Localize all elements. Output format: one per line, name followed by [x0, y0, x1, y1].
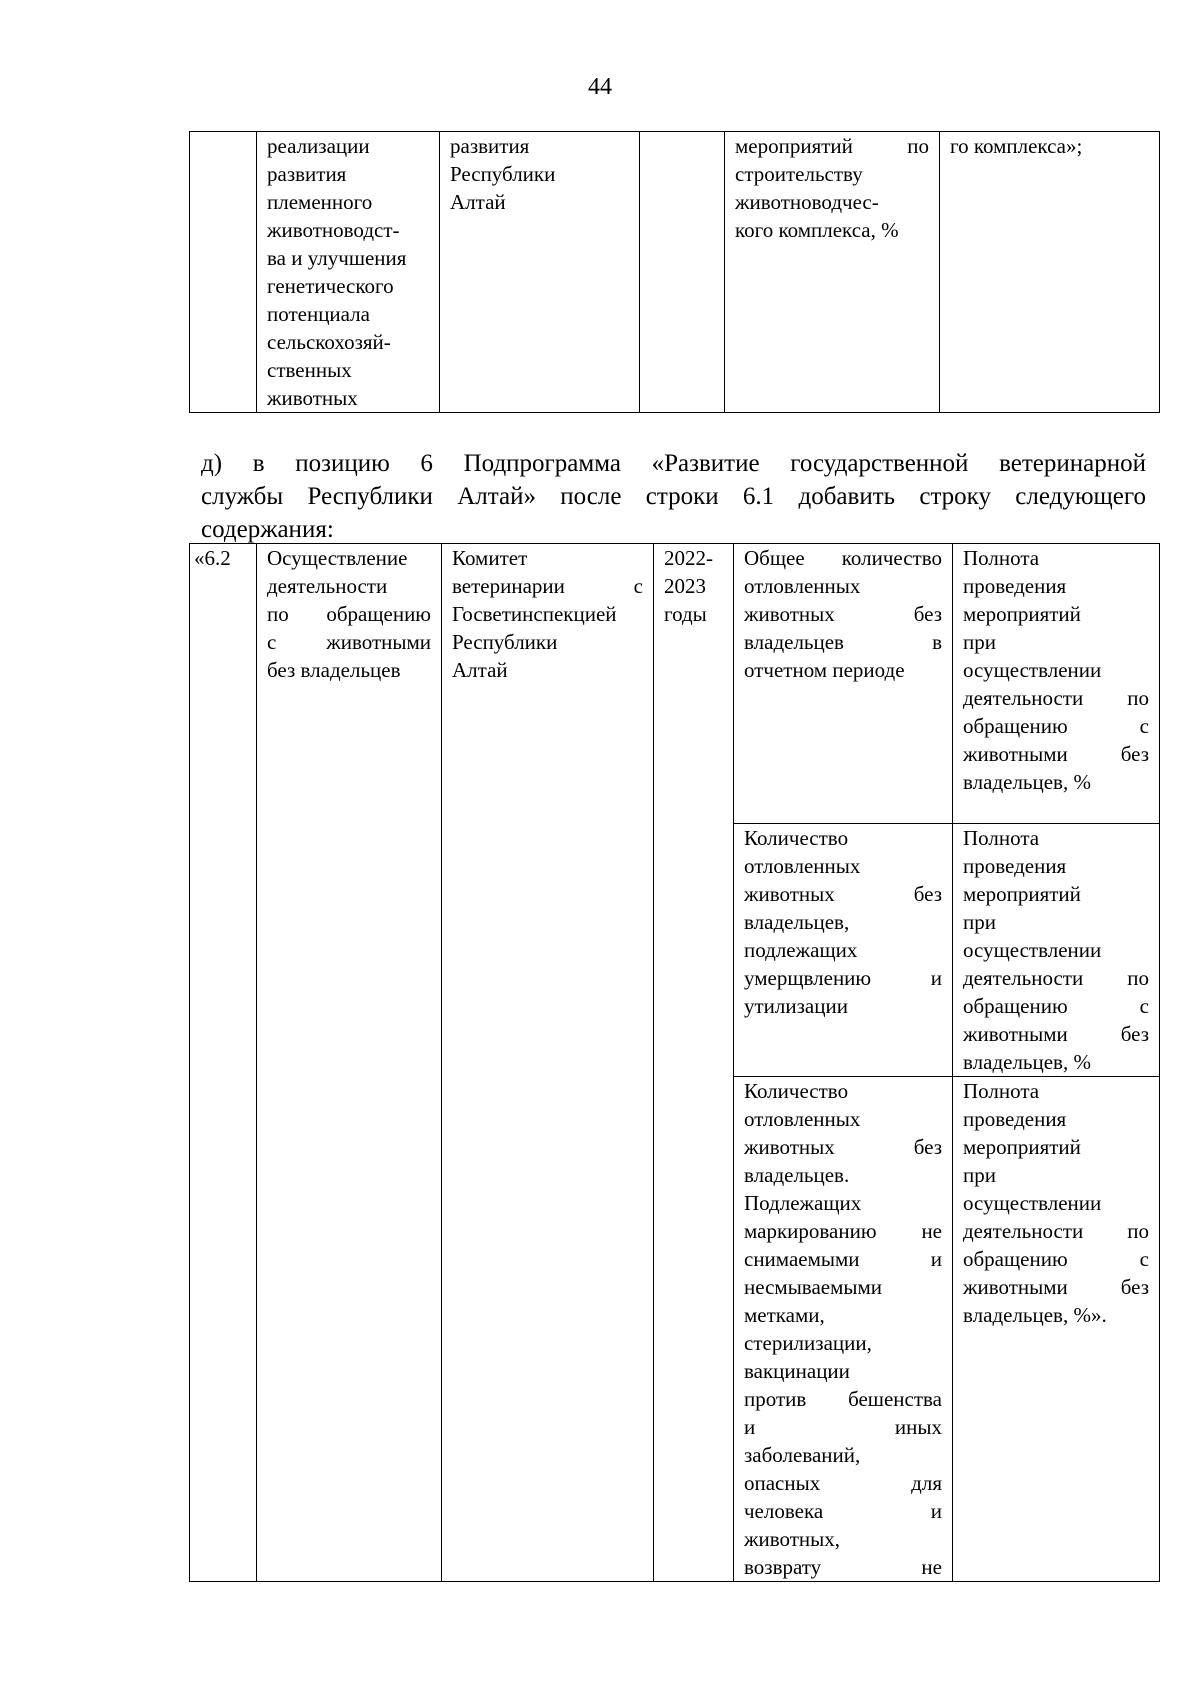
cell-line: владельцев в	[744, 630, 942, 654]
cell-line: 2022-	[664, 546, 713, 570]
cell-line: Полнота	[963, 1079, 1040, 1103]
cell-line: при	[963, 630, 996, 654]
paragraph-line: д) в позицию 6 Подпрограмма «Развитие государственной ветеринарной	[201, 450, 1146, 477]
table-cell-result	[940, 132, 1160, 413]
cell-line: Госветинспекцией	[452, 602, 617, 626]
cell-line: с животными	[267, 630, 431, 654]
cell-line: деятельности	[267, 574, 388, 598]
cell-line: при	[963, 910, 996, 934]
cell-line: утилизации	[744, 994, 848, 1018]
table-cell-activity	[257, 132, 440, 413]
top-table-fragment	[189, 131, 1160, 413]
cell-line: несмываемыми	[744, 1275, 883, 1299]
cell-line: животноводчес-	[735, 190, 879, 214]
row-number: «6.2	[194, 546, 231, 570]
indicator-cell	[734, 1077, 953, 1582]
cell-line: животных без	[744, 1135, 942, 1159]
cell-line: животными без	[963, 1022, 1149, 1046]
result-cell	[953, 824, 1160, 1077]
table-cell-period	[640, 132, 725, 413]
cell-line: проведения	[963, 1107, 1067, 1131]
row-number-cell	[190, 544, 257, 1582]
cell-line: 2023	[664, 574, 706, 598]
table-row	[190, 132, 1160, 413]
cell-line: животными без	[963, 1275, 1149, 1299]
cell-line: мероприятий	[963, 602, 1081, 626]
cell-line: подлежащих	[744, 938, 858, 962]
table-cell-executor	[440, 132, 640, 413]
cell-line: мероприятий	[963, 1135, 1081, 1159]
cell-line: умерщвлению и	[744, 966, 942, 990]
cell-line: годы	[664, 602, 707, 626]
cell-line: при	[963, 1163, 996, 1187]
cell-line: Алтай	[452, 658, 508, 682]
cell-line: обращению с	[963, 994, 1149, 1018]
cell-line: строительству	[735, 162, 863, 186]
cell-line: го комплекса»;	[950, 134, 1083, 158]
cell-line: владельцев, %».	[963, 1303, 1107, 1327]
cell-line: владельцев,	[744, 910, 850, 934]
cell-line: стерилизации,	[744, 1331, 872, 1355]
cell-line: Полнота	[963, 546, 1040, 570]
cell-line: проведения	[963, 574, 1067, 598]
cell-line: мероприятий	[963, 882, 1081, 906]
cell-line: обращению с	[963, 1247, 1149, 1271]
cell-line: опасных для	[744, 1471, 942, 1495]
cell-line: деятельности по	[963, 1219, 1149, 1243]
cell-line: деятельности по	[963, 686, 1149, 710]
cell-line: и иных	[744, 1415, 942, 1439]
cell-line: животноводст-	[267, 218, 400, 242]
cell-line: ветеринарии с	[452, 574, 643, 598]
cell-line: обращению с	[963, 714, 1149, 738]
cell-line: по обращению	[267, 602, 431, 626]
cell-line: генетического	[267, 274, 394, 298]
paragraph-line: службы Республики Алтай» после строки 6.1 добавить строку следующего	[201, 483, 1146, 510]
new-row-table	[189, 543, 1160, 1582]
cell-line: владельцев, %	[963, 1050, 1091, 1074]
cell-line: животных без	[744, 882, 942, 906]
cell-line: племенного	[267, 190, 373, 214]
cell-line: отловленных	[744, 574, 861, 598]
cell-line: ва и улучшения	[267, 246, 407, 270]
cell-line: животных без	[744, 602, 942, 626]
cell-line: мероприятий по	[735, 134, 929, 158]
cell-line: реализации	[267, 134, 370, 158]
cell-line: потенциала	[267, 302, 370, 326]
table-cell-number	[190, 132, 257, 413]
result-cell	[953, 544, 1160, 824]
cell-line: Алтай	[450, 190, 506, 214]
cell-line: проведения	[963, 854, 1067, 878]
cell-line: Комитет	[452, 546, 528, 570]
cell-line: животных	[267, 386, 358, 410]
cell-line: возврату не	[744, 1555, 942, 1579]
indicator-cell	[734, 824, 953, 1077]
cell-line: маркированию не	[744, 1219, 942, 1243]
cell-line: осуществлении	[963, 658, 1102, 682]
cell-line: сельскохозяй-	[267, 330, 391, 354]
cell-line: Общее количество	[744, 546, 942, 570]
cell-line: владельцев, %	[963, 770, 1091, 794]
paragraph-line: содержания:	[201, 516, 334, 543]
cell-line: Осуществление	[267, 546, 408, 570]
cell-line: вакцинации	[744, 1359, 850, 1383]
cell-line: против бешенства	[744, 1387, 942, 1411]
cell-line: отловленных	[744, 854, 861, 878]
table-cell-indicator	[725, 132, 940, 413]
page-number: 44	[588, 74, 612, 100]
indicator-cell	[734, 544, 953, 824]
period-cell	[654, 544, 734, 1582]
cell-line: отчетном периоде	[744, 658, 905, 682]
cell-line: Подлежащих	[744, 1191, 862, 1215]
cell-line: ственных	[267, 358, 352, 382]
cell-line: Количество	[744, 826, 849, 850]
cell-line: животных,	[744, 1527, 841, 1551]
cell-line: осуществлении	[963, 1191, 1102, 1215]
cell-line: заболеваний,	[744, 1443, 861, 1467]
cell-line: Республики	[452, 630, 558, 654]
amendment-paragraph	[201, 447, 1146, 546]
cell-line: осуществлении	[963, 938, 1102, 962]
executor-cell	[442, 544, 654, 1582]
cell-line: владельцев.	[744, 1163, 850, 1187]
cell-line: развития	[267, 162, 347, 186]
cell-line: снимаемыми и	[744, 1247, 942, 1271]
cell-line: деятельности по	[963, 966, 1149, 990]
cell-line: без владельцев	[267, 658, 401, 682]
cell-line: кого комплекса, %	[735, 218, 899, 242]
table-row	[190, 544, 1160, 824]
cell-line: Республики	[450, 162, 556, 186]
cell-line: животными без	[963, 742, 1149, 766]
cell-line: метками,	[744, 1303, 825, 1327]
cell-line: Количество	[744, 1079, 849, 1103]
activity-cell	[257, 544, 442, 1582]
result-cell	[953, 1077, 1160, 1582]
cell-line: Полнота	[963, 826, 1040, 850]
cell-line: отловленных	[744, 1107, 861, 1131]
cell-line: человека и	[744, 1499, 942, 1523]
cell-line: развития	[450, 134, 530, 158]
